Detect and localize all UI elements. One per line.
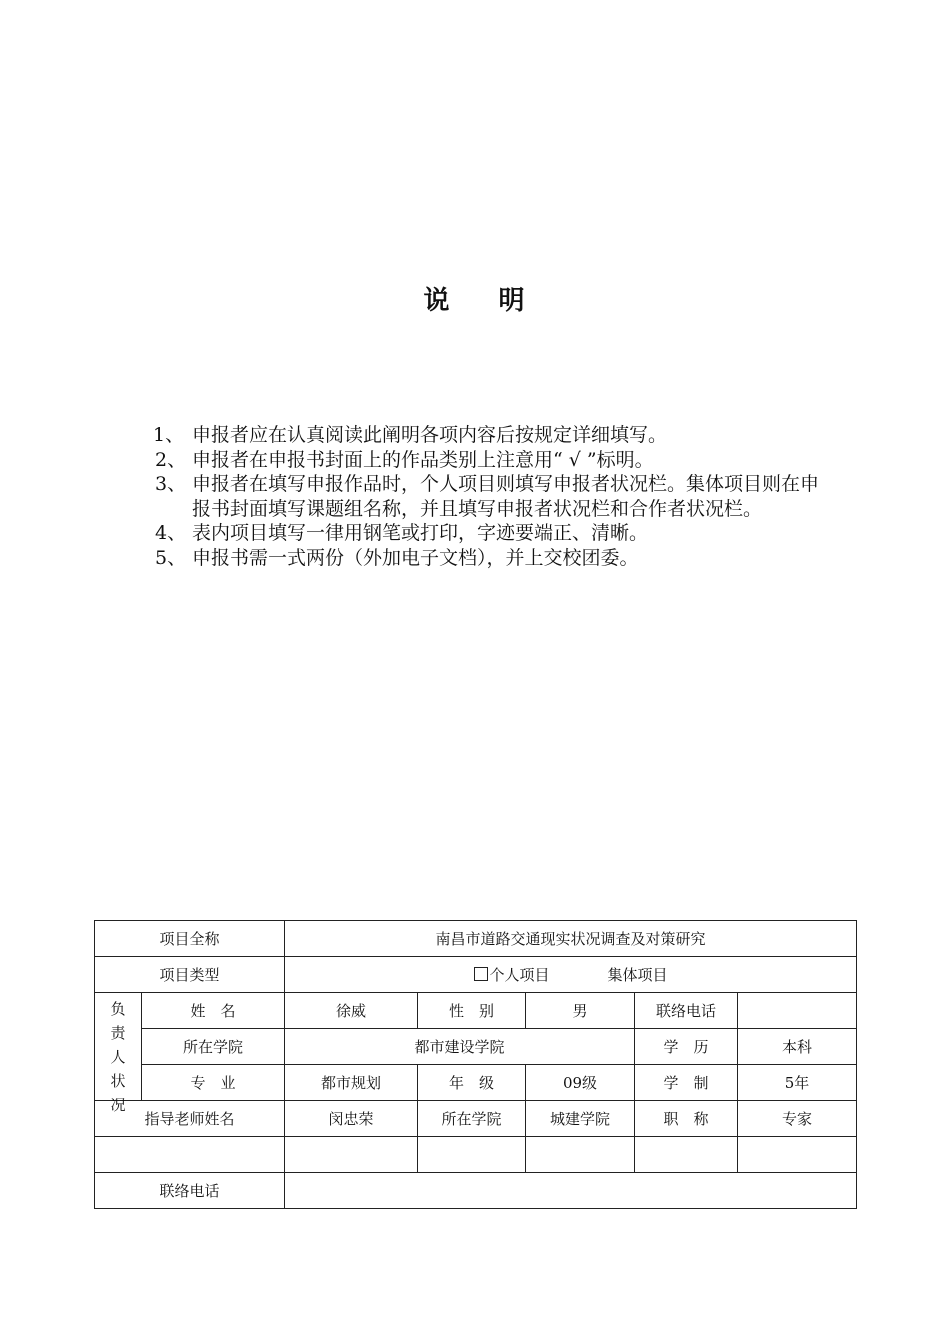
table-row xyxy=(95,1173,857,1209)
instruction-number: 3、 xyxy=(155,473,187,495)
instruction-text: 表内项目填写一律用钢笔或打印，字迹要端正、清晰。 xyxy=(192,522,649,544)
instruction-text: 申报者应在认真阅读此阐明各项内容后按规定详细填写。 xyxy=(192,424,668,446)
instruction-text: 申报者在申报书封面上的作品类别上注意用“ √ ”标明。 xyxy=(192,448,654,471)
instruction-item xyxy=(150,546,830,571)
individual-checkbox[interactable] xyxy=(474,967,488,981)
education-value[interactable]: 本科 xyxy=(738,1029,857,1065)
instruction-text: 申报者在填写申报作品时，个人项目则填写申报者状况栏。集体项目则在申报书封面填写课题组名称，并且填写申报者状况栏和合作者状况栏。 xyxy=(192,473,820,520)
instruction-text: 申报书需一式两份（外加电子文档），并上交校团委。 xyxy=(192,546,639,569)
page-title: 说 明 xyxy=(423,286,545,316)
individual-option-label: 个人项目 xyxy=(489,966,550,984)
advisor-label: 指导老师姓名 xyxy=(95,1101,285,1137)
advisor-phone-label: 联络电话 xyxy=(95,1173,285,1209)
table-row xyxy=(95,1101,857,1137)
duration-value[interactable]: 5年 xyxy=(738,1065,857,1101)
application-form-table xyxy=(94,920,857,1209)
major-value[interactable]: 都市规划 xyxy=(285,1065,418,1101)
phone-value[interactable] xyxy=(738,993,857,1029)
table-row xyxy=(95,993,857,1029)
advisor-title-label: 职 称 xyxy=(635,1101,738,1137)
table-row xyxy=(95,1065,857,1101)
gender-label: 性 别 xyxy=(418,993,526,1029)
phone-label: 联络电话 xyxy=(635,993,738,1029)
group-option-label: 集体项目 xyxy=(607,966,668,984)
project-type-options xyxy=(285,957,857,993)
major-label: 专 业 xyxy=(142,1065,285,1101)
project-name-label: 项目全称 xyxy=(95,921,285,957)
advisor-phone-value[interactable] xyxy=(285,1173,857,1209)
instructions-list xyxy=(150,423,830,570)
instruction-number: 5、 xyxy=(155,546,187,569)
table-row xyxy=(95,1137,857,1173)
instruction-number: 1、 xyxy=(153,424,185,446)
advisor-college-value[interactable]: 城建学院 xyxy=(526,1101,635,1137)
table-row xyxy=(95,921,857,957)
leader-section-label: 负责人状况 xyxy=(95,993,142,1101)
education-label: 学 历 xyxy=(635,1029,738,1065)
advisor-college-label: 所在学院 xyxy=(418,1101,526,1137)
instruction-item xyxy=(150,423,830,448)
empty-cell[interactable] xyxy=(526,1137,635,1173)
table-row xyxy=(95,957,857,993)
instruction-item xyxy=(150,448,830,473)
name-label: 姓 名 xyxy=(142,993,285,1029)
college-value[interactable]: 都市建设学院 xyxy=(285,1029,635,1065)
instruction-item xyxy=(150,472,830,521)
duration-label: 学 制 xyxy=(635,1065,738,1101)
instruction-item xyxy=(150,521,830,546)
advisor-name-value[interactable]: 闵忠荣 xyxy=(285,1101,418,1137)
table-row xyxy=(95,1029,857,1065)
empty-cell[interactable] xyxy=(738,1137,857,1173)
name-value[interactable]: 徐威 xyxy=(285,993,418,1029)
instruction-number: 2、 xyxy=(155,448,187,471)
instruction-number: 4、 xyxy=(155,522,187,544)
college-label: 所在学院 xyxy=(142,1029,285,1065)
empty-cell[interactable] xyxy=(285,1137,418,1173)
empty-cell[interactable] xyxy=(418,1137,526,1173)
project-name-value[interactable]: 南昌市道路交通现实状况调查及对策研究 xyxy=(285,921,857,957)
grade-value[interactable]: 09级 xyxy=(526,1065,635,1101)
project-type-label: 项目类型 xyxy=(95,957,285,993)
empty-cell[interactable] xyxy=(635,1137,738,1173)
empty-cell[interactable] xyxy=(95,1137,285,1173)
advisor-title-value[interactable]: 专家 xyxy=(738,1101,857,1137)
gender-value[interactable]: 男 xyxy=(526,993,635,1029)
grade-label: 年 级 xyxy=(418,1065,526,1101)
